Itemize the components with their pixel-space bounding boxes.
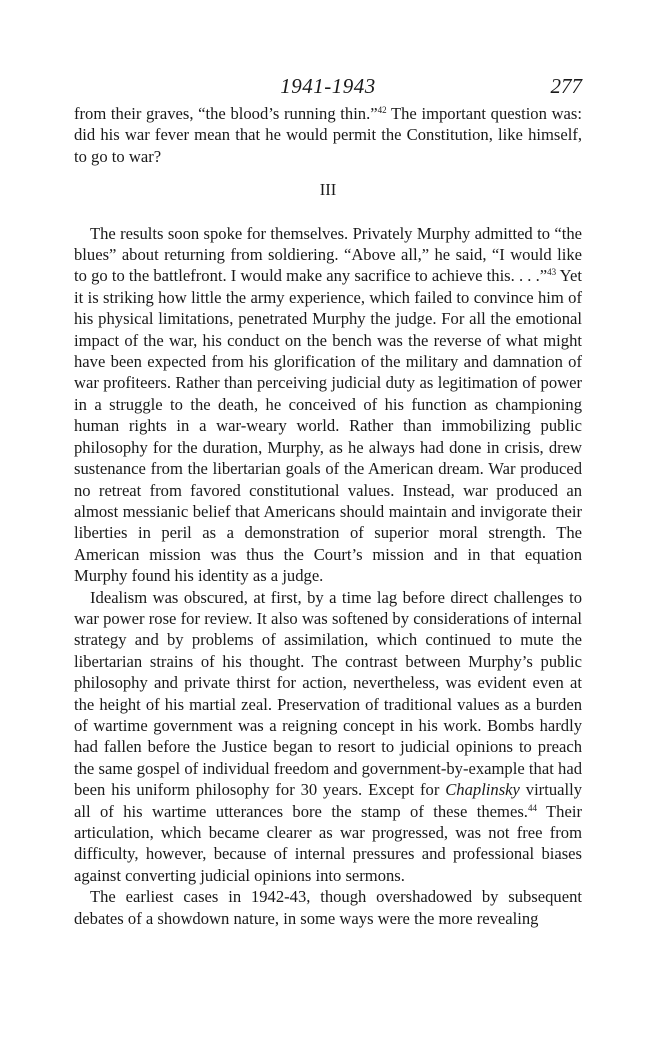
- paragraph-text: Idealism was obscured, at first, by a time lag before direct challenges to war power rose for review. It also was softened by considerations of internal strategy and by problems of assimilation, which continued to mute the libertarian strains of his thought. The contrast between Murphy’s public philosophy and private thirst for action, nevertheless, was evident even at the height of his martial zeal. Preservation of traditional values as a burden of wartime government was a reigning concept in his work. Bombs hardly had fallen before the Justice began to resort to judicial opinions to preach the same gospel of individual freedom and government-by-example that had been his uniform philosophy for 30 years. Except for: [74, 587, 582, 800]
- case-name: Chaplinsky: [445, 780, 520, 800]
- paragraph-text: virtually all of his wartime utterances bore the stamp of these themes.: [74, 780, 582, 821]
- paragraph-text: The important question was: did his war fever mean that he would permit the Constitution, like himself, to go to war?: [74, 104, 582, 166]
- paragraph-text: The earliest cases in 1942-43, though overshadowed by subsequent debates of a showdown nature, in some ways were the more revealing: [74, 887, 582, 928]
- section-heading: III: [319, 180, 337, 200]
- page-header: [74, 74, 582, 100]
- paragraph-text: Their articulation, which became clearer as war progressed, was not free from difficulty, however, because of internal pressures and professional biases against converting judicial opinions into sermons.: [74, 801, 582, 885]
- running-head: 1941-1943: [280, 74, 376, 98]
- footnote-ref-43: 43: [547, 267, 557, 278]
- paragraph: [74, 587, 582, 887]
- paragraph-text: Yet it is striking how little the army experience, which failed to convince him of his physical limitations, penetrated Murphy the judge. For all the emotional impact of the war, his conduct on the bench was the reverse of what might have been expected from his glorification of the military and damnation of war profiteers. Rather than perceiving judicial duty as legitimation of power in a struggle to the death, he conceived of his function as championing human rights in a war-weary world. Rather than immobilizing public philosophy for the duration, Murphy, as he always had done in crisis, drew sustenance from the libertarian goals of the American dream. War produced no retreat from favored constitutional values. Instead, war produced an almost messianic belief that Americans should maintain and invigorate their liberties in peril as a demonstration of superior moral strength. The American mission was thus the Court’s mission and in that equation Murphy found his identity as a judge.: [74, 266, 582, 586]
- book-page: [74, 74, 582, 929]
- footnote-ref-42: 42: [377, 105, 387, 115]
- page-number: 277: [550, 74, 582, 98]
- paragraph-continuation: [74, 103, 582, 167]
- paragraph-text: from their graves, “the blood’s running thin.”: [74, 104, 378, 123]
- paragraph-text: The results soon spoke for themselves. Privately Murphy admitted to “the blues” about returning from soldiering. “Above all,” he said, “I would like to go to the battlefront. I would make any sacrifice to achieve this. . . .”: [74, 223, 582, 286]
- footnote-ref-44: 44: [527, 802, 537, 813]
- paragraph: [74, 223, 582, 587]
- paragraph: [74, 886, 582, 929]
